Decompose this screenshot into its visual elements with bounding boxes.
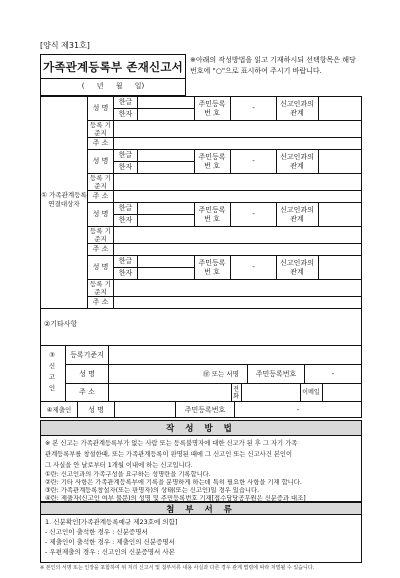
rrn-dash: - [252,157,255,165]
hangul-name-field[interactable] [138,256,194,267]
how-to-header: 작 성 방 법 [40,420,362,436]
relation-label: 신고인과의 관계 [280,99,314,117]
base-label: 등록 기준지 [90,121,111,137]
address-label: 주 소 [92,192,109,200]
reporter-address-label: 주 소 [79,388,95,396]
hanja-name-field[interactable] [138,268,194,279]
hanja-name-field[interactable] [138,215,194,226]
hangul-label: 한글 [118,204,133,212]
date-line: ( 년 월 일) [81,82,145,90]
base-label: 등록 기준지 [90,280,111,296]
how-to-line: ③란: 가족관계등록창설자(또는 판명자)의 상태(또는 신고인)일 경우 있습니다. [45,487,260,494]
section3-label: ③ 신 고 인 [48,351,56,392]
hanja-label: 한자 [118,269,133,277]
form-number: [양식 제31호] [40,41,90,50]
relation-field[interactable] [319,256,361,279]
base-label: 등록 기준지 [90,227,111,243]
hangul-name-field[interactable] [138,97,194,108]
submitter-rrn-label: 주민등록번호 [184,405,226,414]
hanja-label: 한자 [118,163,133,171]
address-label: 주 소 [92,245,109,253]
address-label: 주 소 [92,139,109,147]
rrn-dash: - [252,210,255,218]
how-to-line: ④란: 제출자(신고인 여부 불문)의 성명 및 주민등록번호 기재[접수담당공무원은 신분증과 대조] [45,495,306,502]
how-to-line: 그 사실을 안 날로부터 1개월 이내에 하는 신고입니다. [45,462,193,469]
section1-label: ① 가족관계등록 연결대상자 [41,191,87,208]
footnote: ※ 본인의 서명 또는 인장을 포함하여 위 처리 신고서 및 첨부서류 내용 사실과 다른 경우 관계 법령에 따라 처벌될 수 있습니다. [40,565,315,571]
docs-line: - 제출인이 출석한 경우 : 제출인의 신분증명서 [45,538,175,546]
address-field[interactable] [114,297,361,308]
how-to-line: ①란: 신고인과의 가족구성을 요구하는 성명란을 기록합니다. [45,471,211,478]
person-name-label: 성 명 [92,157,109,165]
address-field[interactable] [114,138,361,149]
relation-label: 신고인과의 관계 [280,205,314,223]
section4-label: ④제출인 [46,405,72,414]
rrn-label: 주민등록 번 호 [198,258,226,276]
hanja-label: 한자 [118,216,133,224]
person-name-label: 성 명 [92,210,109,218]
page-title: 가족관계등록부 존재신고서 [43,60,183,74]
title-box [40,54,186,96]
relation-field[interactable] [319,203,361,226]
reporter-sign: ㊞ 또는 서명 [203,369,239,378]
hanja-label: 한자 [118,110,133,118]
how-to-line: ※ 본 신고는 가족관계등록부가 없는 사람 또는 등록불명자에 대한 신고가 된 후 그 자기 가족 [45,440,298,447]
base-field[interactable] [114,280,361,296]
other-notes-field[interactable] [112,309,361,344]
reporter-name-label: 성 명 [79,369,95,378]
submitter-rrn-dash: - [296,405,300,414]
address-field[interactable] [114,244,361,255]
rrn-dash: - [252,104,255,112]
rrn-dash: - [252,263,255,271]
relation-label: 신고인과의 관계 [280,258,314,276]
docs-header: 첨 부 서 류 [40,502,362,515]
base-field[interactable] [114,174,361,190]
reporter-email-label: 이메일 [302,389,320,396]
docs-list [40,515,362,563]
reporter-base-label: 등록기준지 [70,350,104,359]
reporter-rrn-dash: - [331,369,335,378]
docs-line: - 우편제출의 경우 : 신고인의 신분증명서 사본 [45,548,175,556]
how-to-line: 관계등록부를 창설한때, 또는 가족관계등록이 판명된 때에 그 신고인 또는 신고사건 본인이 [45,451,293,458]
hangul-label: 한글 [118,98,133,106]
address-label: 주 소 [92,298,109,306]
base-field[interactable] [114,121,361,137]
reporter-base-field[interactable] [109,346,361,364]
docs-line: - 신고인이 출석한 경우 : 신분증명서 [45,528,148,536]
rrn-label: 주민등록 번 호 [198,152,226,170]
hanja-name-field[interactable] [138,109,194,120]
hangul-name-field[interactable] [138,203,194,214]
rrn-label: 주민등록 번 호 [198,205,226,223]
section2-label: ②기타사항 [44,319,78,328]
how-to-line: ②란: 기타 사항은 가족관계등록부에 기록을 분명하게 하는데 특히 필요한 사항을 기재 합니다. [45,479,302,486]
instruction-text: ※아래의 작성방법을 읽고 기재하시되 선택항목은 해당번호에 "○"으로 표시하여 주시기 바랍니다. [190,56,356,75]
hangul-name-field[interactable] [138,150,194,161]
hangul-label: 한글 [118,257,133,265]
reporter-rrn-label: 주민등록번호 [255,369,297,378]
person-name-label: 성 명 [92,263,109,271]
rrn-label: 주민등록 번 호 [198,99,226,117]
address-field[interactable] [114,191,361,202]
relation-label: 신고인과의 관계 [280,152,314,170]
how-to-notes [40,436,362,502]
hangul-label: 한글 [118,151,133,159]
docs-line: 1. 신분확인[가족관계등록예규 제23호에 의함] [45,518,178,526]
relation-field[interactable] [319,150,361,173]
person-name-label: 성 명 [92,104,109,112]
base-label: 등록 기준지 [90,174,111,190]
submitter-name-label: 성 명 [88,405,104,414]
relation-field[interactable] [319,97,361,120]
base-field[interactable] [114,227,361,243]
reporter-phone-label: 전화 [233,385,239,400]
hanja-name-field[interactable] [138,162,194,173]
